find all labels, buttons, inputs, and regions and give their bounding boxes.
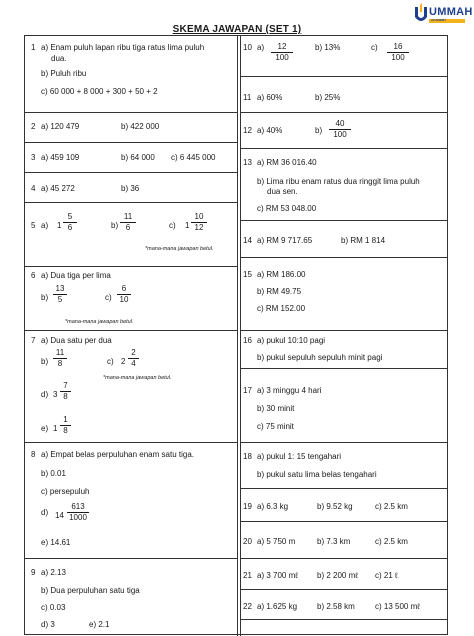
answer-d: d) 3 bbox=[41, 620, 55, 629]
numerator: 10 bbox=[191, 212, 207, 223]
logo-text: UMMAH bbox=[429, 6, 473, 18]
answer-b: b) pukul sepuluh sepuluh minit pagi bbox=[257, 353, 383, 362]
answer-b: b) bbox=[111, 221, 119, 230]
question-number: 20 bbox=[243, 537, 252, 546]
answer-a: a) 120 479 bbox=[41, 122, 80, 131]
note: *mana-mana jawapan betul. bbox=[145, 246, 214, 252]
question-number: 7 bbox=[31, 336, 36, 345]
answer-a: a) RM 9 717.65 bbox=[257, 236, 313, 245]
answer-b: b) RM 1 814 bbox=[341, 236, 386, 245]
fraction bbox=[117, 284, 131, 305]
answer-b: b) RM 49.75 bbox=[257, 287, 302, 296]
numerator: 11 bbox=[120, 212, 136, 223]
whole-number: 2 bbox=[121, 357, 126, 366]
answer-c: c) 0.03 bbox=[41, 603, 66, 612]
row-divider bbox=[25, 202, 237, 203]
row-divider bbox=[25, 442, 237, 443]
row-divider bbox=[25, 266, 237, 267]
row-divider bbox=[240, 112, 448, 113]
fraction bbox=[128, 348, 139, 369]
question-number: 11 bbox=[243, 93, 252, 102]
question-number: 16 bbox=[243, 336, 252, 345]
answer-b: b) Lima ribu enam ratus dua ringgit lima puluh bbox=[257, 177, 420, 186]
answer-grid bbox=[24, 35, 448, 635]
question-number: 5 bbox=[31, 221, 36, 230]
row-divider bbox=[240, 148, 448, 149]
answer-b: b) 13% bbox=[315, 43, 341, 52]
answer-c: c) 2.5 km bbox=[375, 537, 408, 546]
fraction bbox=[60, 415, 71, 436]
answer-b: b) 422 000 bbox=[121, 122, 160, 131]
row-divider bbox=[240, 589, 448, 590]
answer-c: c) RM 53 048.00 bbox=[257, 204, 317, 213]
answer-c: c) bbox=[169, 221, 176, 230]
question-number: 14 bbox=[243, 236, 252, 245]
question-number: 22 bbox=[243, 602, 252, 611]
note: *mana-mana jawapan betul. bbox=[65, 319, 134, 325]
answer-d: d) bbox=[41, 508, 49, 517]
question-number: 13 bbox=[243, 158, 252, 167]
answer-c: c) bbox=[371, 43, 378, 52]
logo-tag: ACADEMY bbox=[431, 18, 447, 22]
answer-a: a) Enam puluh lapan ribu tiga ratus lima puluh bbox=[41, 43, 205, 52]
row-divider bbox=[240, 330, 448, 331]
answer-b: b) 64 000 bbox=[121, 153, 155, 162]
answer-a: a) 6.3 kg bbox=[257, 502, 289, 511]
numerator: 12 bbox=[271, 42, 293, 53]
numerator: 2 bbox=[128, 348, 139, 359]
row-divider bbox=[25, 330, 237, 331]
answer-b: b) pukul satu lima belas tengahari bbox=[257, 470, 377, 479]
row-divider bbox=[240, 368, 448, 369]
numerator: 613 bbox=[67, 502, 89, 513]
row-divider bbox=[240, 488, 448, 489]
answer-a: a) 45 272 bbox=[41, 184, 75, 193]
answer-a: a) 459 109 bbox=[41, 153, 80, 162]
answer-a: a) 2.13 bbox=[41, 568, 66, 577]
ummah-logo bbox=[412, 2, 472, 28]
question-number: 8 bbox=[31, 450, 36, 459]
answer-b: b) Puluh ribu bbox=[41, 69, 87, 78]
answer-a: a) pukul 1: 15 tengahari bbox=[257, 452, 342, 461]
row-divider bbox=[240, 76, 448, 77]
question-number: 9 bbox=[31, 568, 36, 577]
denominator: 6 bbox=[125, 223, 131, 232]
whole-number: 1 bbox=[53, 424, 58, 433]
answer-c: c) 60 000 + 8 000 + 300 + 50 + 2 bbox=[41, 87, 158, 96]
denominator: 100 bbox=[275, 53, 289, 62]
fraction bbox=[271, 42, 293, 63]
answer-e: e) 2.1 bbox=[89, 620, 110, 629]
fraction bbox=[191, 212, 207, 233]
note: *mana-mana jawapan betul. bbox=[103, 375, 172, 381]
fraction bbox=[53, 348, 67, 369]
ummah-logo-icon bbox=[413, 3, 429, 25]
numerator: 7 bbox=[60, 381, 71, 392]
answer-a: a) 1.625 kg bbox=[257, 602, 298, 611]
whole-number: 14 bbox=[55, 511, 64, 520]
answer-a: a) Dua satu per dua bbox=[41, 336, 112, 345]
answer-a: a) RM 36 016.40 bbox=[257, 158, 317, 167]
row-divider bbox=[240, 619, 448, 620]
answer-b: b) 36 bbox=[121, 184, 140, 193]
answer-c: c) 21 ℓ bbox=[375, 571, 398, 580]
fraction bbox=[67, 502, 89, 523]
question-number: 19 bbox=[243, 502, 252, 511]
answer-a: a) Empat belas perpuluhan enam satu tiga. bbox=[41, 450, 194, 459]
column-divider-2 bbox=[240, 36, 241, 636]
answer-a: a) bbox=[41, 221, 49, 230]
whole-number: 1 bbox=[185, 221, 190, 230]
question-number: 21 bbox=[243, 571, 252, 580]
denominator: 6 bbox=[67, 223, 73, 232]
answer-b: b) 9.52 kg bbox=[317, 502, 353, 511]
answer-e: e) 14.61 bbox=[41, 538, 71, 547]
question-number: 15 bbox=[243, 270, 252, 279]
answer-b: b) 0.01 bbox=[41, 469, 66, 478]
answer-c: c) 75 minit bbox=[257, 422, 294, 431]
numerator: 11 bbox=[53, 348, 67, 359]
question-number: 3 bbox=[31, 153, 36, 162]
denominator: 12 bbox=[194, 223, 204, 232]
page-title: SKEMA JAWAPAN (SET 1) bbox=[172, 24, 302, 35]
question-number: 4 bbox=[31, 184, 36, 193]
answer-a: a) 5 750 m bbox=[257, 537, 296, 546]
answer-a: a) 3 700 mℓ bbox=[257, 571, 298, 580]
answer-a: a) bbox=[257, 43, 265, 52]
row-divider bbox=[240, 257, 448, 258]
answer-b: b) Dua perpuluhan satu tiga bbox=[41, 586, 140, 595]
row-divider bbox=[240, 558, 448, 559]
denominator: 100 bbox=[333, 130, 347, 139]
row-divider bbox=[240, 220, 448, 221]
question-number: 18 bbox=[243, 452, 252, 461]
answer-b: b) bbox=[315, 126, 323, 135]
fraction bbox=[53, 284, 67, 305]
answer-c: c) bbox=[105, 293, 112, 302]
denominator: 4 bbox=[131, 359, 136, 368]
denominator: 1000 bbox=[69, 513, 87, 522]
answer-b: b) bbox=[41, 357, 49, 366]
answer-a: a) pukul 10:10 pagi bbox=[257, 336, 326, 345]
whole-number: 1 bbox=[57, 221, 62, 230]
answer-a: a) Dua tiga per lima bbox=[41, 271, 111, 280]
answer-a: a) 40% bbox=[257, 126, 283, 135]
fraction bbox=[329, 119, 351, 140]
answer-c: c) 6 445 000 bbox=[171, 153, 216, 162]
fraction bbox=[387, 42, 409, 63]
row-divider bbox=[25, 142, 237, 143]
row-divider bbox=[25, 558, 237, 559]
row-divider bbox=[25, 112, 237, 113]
whole-number: 3 bbox=[53, 390, 58, 399]
denominator: 10 bbox=[119, 295, 129, 304]
answer-b: b) 7.3 km bbox=[317, 537, 351, 546]
numerator: 1 bbox=[60, 415, 71, 426]
row-divider bbox=[25, 172, 237, 173]
fraction bbox=[60, 381, 71, 402]
question-number: 1 bbox=[31, 43, 36, 52]
answer-c: c) 13 500 mℓ bbox=[375, 602, 420, 611]
answer-b: b) 2 200 mℓ bbox=[317, 571, 358, 580]
answer-a: a) RM 186.00 bbox=[257, 270, 306, 279]
numerator: 6 bbox=[117, 284, 131, 295]
denominator: 8 bbox=[63, 426, 68, 435]
question-number: 6 bbox=[31, 271, 36, 280]
answer-a-cont: dua. bbox=[51, 54, 67, 63]
question-number: 17 bbox=[243, 386, 252, 395]
answer-b: b) 2.58 km bbox=[317, 602, 355, 611]
answer-d: d) bbox=[41, 390, 49, 399]
fraction bbox=[63, 212, 77, 233]
question-number: 10 bbox=[243, 43, 252, 52]
numerator: 40 bbox=[329, 119, 351, 130]
denominator: 100 bbox=[391, 53, 405, 62]
numerator: 16 bbox=[387, 42, 409, 53]
answer-b: b) 30 minit bbox=[257, 404, 295, 413]
row-divider bbox=[240, 521, 448, 522]
answer-c: c) RM 152.00 bbox=[257, 304, 306, 313]
answer-c: c) persepuluh bbox=[41, 487, 90, 496]
answer-a: a) 60% bbox=[257, 93, 283, 102]
answer-b: b) 25% bbox=[315, 93, 341, 102]
answer-c: c) 2.5 km bbox=[375, 502, 408, 511]
numerator: 5 bbox=[63, 212, 77, 223]
answer-e: e) bbox=[41, 424, 49, 433]
answer-c: c) bbox=[107, 357, 114, 366]
column-divider bbox=[237, 36, 238, 636]
numerator: 13 bbox=[53, 284, 67, 295]
denominator: 8 bbox=[63, 392, 68, 401]
denominator: 8 bbox=[57, 359, 63, 368]
denominator: 5 bbox=[57, 295, 63, 304]
row-divider bbox=[240, 442, 448, 443]
answer-b: b) bbox=[41, 293, 49, 302]
question-number: 2 bbox=[31, 122, 36, 131]
answer-a: a) 3 minggu 4 hari bbox=[257, 386, 322, 395]
fraction bbox=[120, 212, 136, 233]
answer-b-cont: dua sen. bbox=[267, 187, 298, 196]
question-number: 12 bbox=[243, 126, 252, 135]
